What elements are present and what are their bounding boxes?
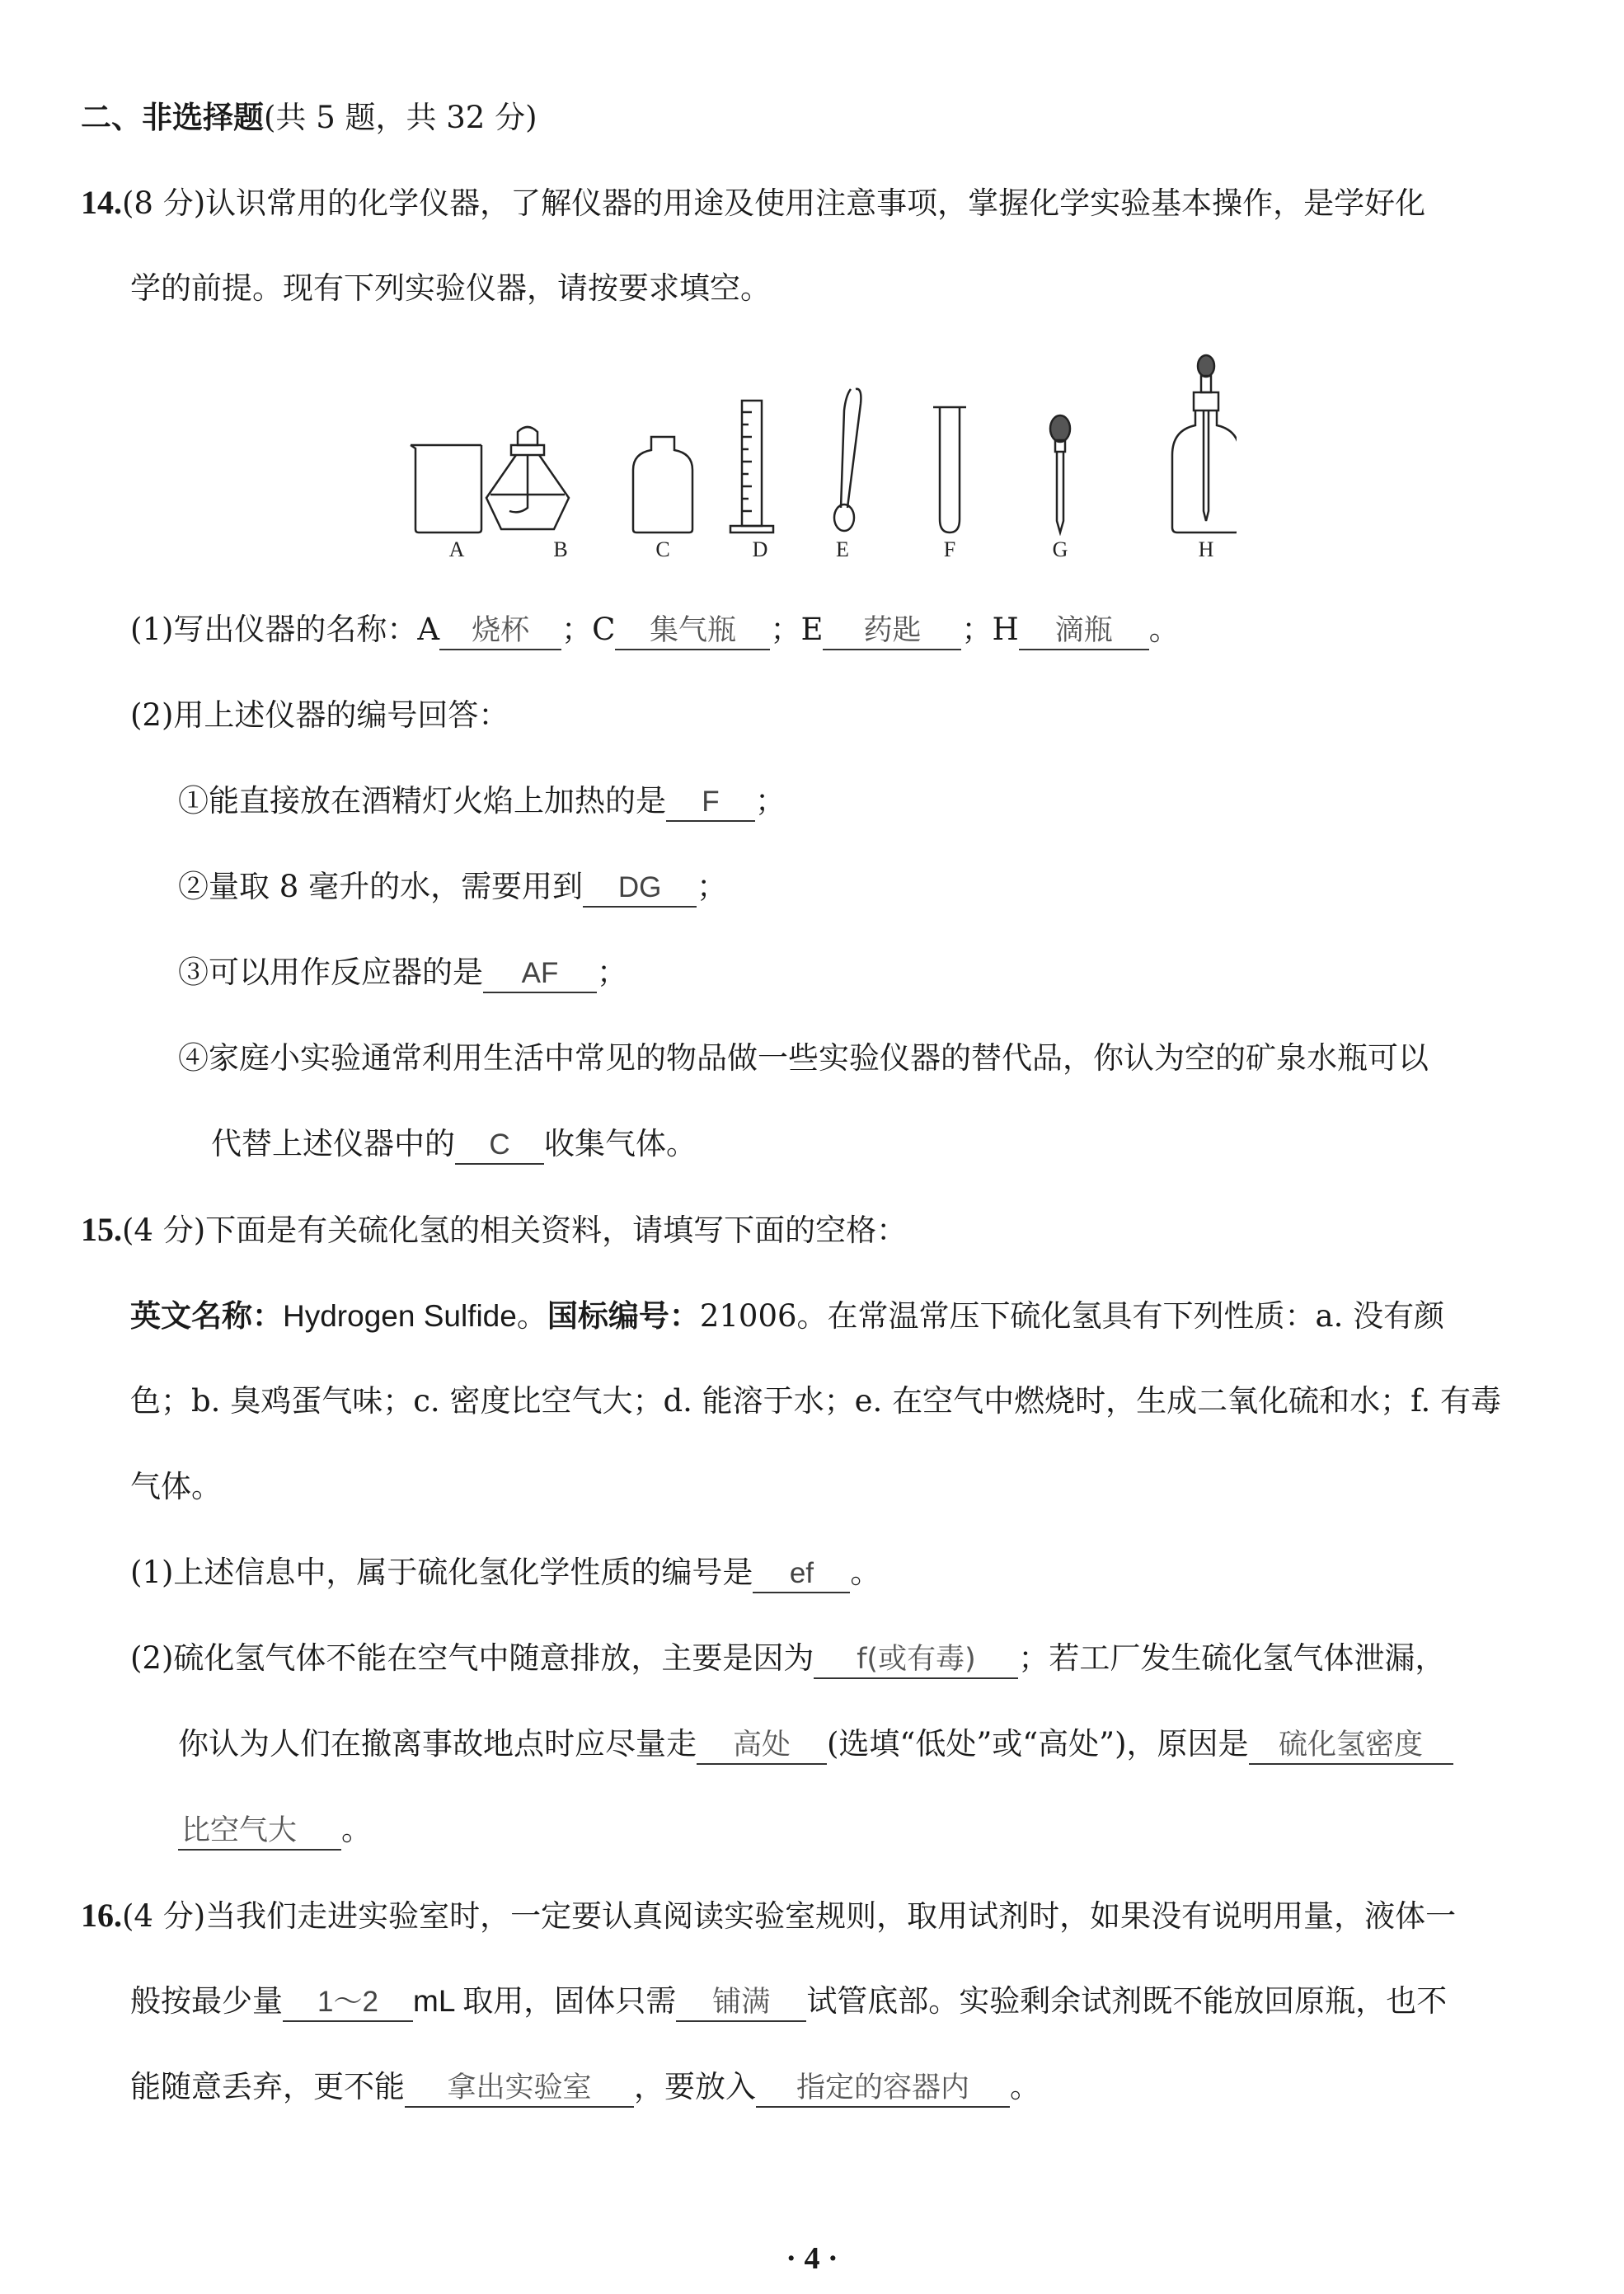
answer-A: 烧杯 — [439, 612, 561, 650]
answer-q16-liquid: 1～2 — [283, 1984, 413, 2022]
q15-code-value: 21006。在常温常压下硫化氢具有下列性质：a. 没有颜 — [699, 1298, 1445, 1334]
answer-q15-p2: f(或有毒) — [814, 1641, 1018, 1679]
q16-number: 16. — [81, 1897, 122, 1934]
q14-sub3 — [178, 953, 627, 993]
answer-q15-reason-cont: 比空气大 — [178, 1813, 341, 1851]
q14-s2-text: ②量取 8 毫升的水，需要用到 — [178, 869, 584, 904]
q15-part1 — [130, 1553, 880, 1593]
page-number: · 4 · — [786, 2241, 838, 2276]
label-H: H — [1198, 537, 1214, 561]
q14-p1-end: 。 — [1148, 612, 1180, 647]
q14-sub4b — [211, 1124, 697, 1165]
q15-p1-text: (1)上述信息中，属于硫化氢化学性质的编号是 — [130, 1555, 753, 1590]
answer-H: 滴瓶 — [1019, 612, 1149, 650]
q15-p2b-mid: (选填“低处”或“高处”)，原因是 — [827, 1726, 1249, 1762]
q15-en-label: 英文名称： — [130, 1297, 283, 1334]
q15-info3 — [130, 1467, 222, 1507]
q15-p2-text: (2)硫化氢气体不能在空气中随意排放，主要是因为 — [130, 1640, 814, 1676]
gas-bottle-drawing — [633, 437, 692, 532]
q16-score: (4 分) — [122, 1898, 206, 1934]
label-B: B — [553, 537, 568, 561]
alcohol-lamp-drawing — [486, 427, 569, 529]
label-A: A — [448, 537, 465, 561]
q14-s4-end: 收集气体。 — [544, 1126, 697, 1161]
answer-E: 药匙 — [823, 612, 961, 650]
q14-p1-c-prefix: ；C — [561, 612, 616, 647]
q16-l3-c: 。 — [1010, 2069, 1040, 2104]
q14-part2-title — [130, 696, 509, 735]
dropper-drawing — [1050, 415, 1070, 532]
q14-stem-line1 — [81, 183, 1425, 223]
section-note: (共 5 题，共 32 分) — [264, 100, 537, 135]
q15-info2 — [130, 1382, 1501, 1421]
dropping-bottle-drawing — [1172, 355, 1237, 532]
answer-q15-reason: 硫化氢密度 — [1249, 1727, 1453, 1765]
q16-l3-a: 能随意丢弃，更不能 — [130, 2069, 405, 2104]
q16-stem-text: 当我们走进实验室时，一定要认真阅读实验室规则，取用试剂时，如果没有说明用量，液体一 — [205, 1898, 1457, 1934]
q14-stem2: 学的前提。现有下列实验仪器，请按要求填空。 — [130, 270, 771, 306]
q15-info1 — [130, 1296, 1444, 1336]
spoon-drawing — [834, 389, 861, 531]
answer-s3: AF — [483, 955, 597, 993]
q14-stem1: 认识常用的化学仪器，了解仪器的用途及使用注意事项，掌握化学实验基本操作，是学好化 — [205, 185, 1426, 221]
q14-s4-text: ④家庭小实验通常利用生活中常见的物品做一些实验仪器的替代品，你认为空的矿泉水瓶可以 — [178, 1040, 1429, 1076]
q16-l2-c: 试管底部。实验剩余试剂既不能放回原瓶，也不 — [806, 1983, 1448, 2019]
answer-q16-container: 指定的容器内 — [756, 2070, 1010, 2108]
section-title: 二、非选择题 — [81, 99, 264, 135]
q14-score: (8 分) — [122, 185, 206, 221]
q16-line3 — [130, 2067, 1040, 2108]
answer-q15-route: 高处 — [697, 1727, 827, 1765]
q15-en-value: Hydrogen Sulfide。 — [283, 1299, 547, 1333]
q15-stem — [81, 1210, 907, 1250]
answer-C: 集气瓶 — [615, 612, 770, 650]
label-D: D — [752, 537, 768, 561]
q15-p2c-end: 。 — [341, 1812, 372, 1847]
apparatus-figure — [396, 346, 1237, 536]
q14-part1 — [130, 610, 1180, 650]
q16-l2-a: 般按最少量 — [130, 1983, 283, 2019]
q14-p1-prefix: (1)写出仪器的名称：A — [130, 612, 440, 647]
q15-number: 15. — [81, 1211, 122, 1248]
q15-part2c — [178, 1810, 372, 1851]
q15-p2-mid: ；若工厂发生硫化氢气体泄漏， — [1018, 1640, 1446, 1676]
q16-l3-b: ，要放入 — [634, 2069, 756, 2104]
q16-l2-b: mL 取用，固体只需 — [413, 1984, 677, 2018]
q14-s3-semi: ； — [597, 955, 627, 990]
q14-s1-semi: ； — [755, 783, 786, 819]
q14-s1-text: ①能直接放在酒精灯火焰上加热的是 — [178, 783, 666, 819]
q15-code-label: 国标编号： — [547, 1297, 700, 1334]
label-E: E — [836, 537, 849, 561]
q15-stem-text: 下面是有关硫化氢的相关资料，请填写下面的空格： — [205, 1213, 908, 1248]
q15-score: (4 分) — [122, 1213, 206, 1248]
q14-sub2 — [178, 867, 727, 908]
q15-p2b-text: 你认为人们在撤离事故地点时应尽量走 — [178, 1726, 697, 1762]
label-G: G — [1052, 537, 1068, 561]
q15-part2 — [130, 1639, 1445, 1679]
section-heading — [81, 97, 537, 138]
q15-p1-end: 。 — [850, 1555, 881, 1590]
q14-p2-title: (2)用上述仪器的编号回答： — [130, 697, 509, 733]
answer-q15-p1: ef — [753, 1555, 850, 1593]
test-tube-drawing — [933, 407, 966, 532]
answer-q16-solid: 铺满 — [676, 1984, 806, 2022]
q14-number: 14. — [81, 184, 122, 221]
label-C: C — [655, 537, 670, 561]
q14-s2-semi: ； — [697, 869, 728, 904]
q14-stem-line2 — [130, 269, 771, 308]
q14-s3-text: ③可以用作反应器的是 — [178, 955, 483, 990]
answer-s4: C — [455, 1127, 544, 1165]
q16-stem — [81, 1896, 1456, 1936]
cylinder-drawing — [730, 401, 773, 532]
q16-line2 — [130, 1982, 1447, 2022]
beaker-drawing — [411, 445, 481, 532]
answer-s2: DG — [583, 870, 697, 908]
q15-info3-text: 气体。 — [130, 1469, 222, 1504]
answer-q16-notallowed: 拿出实验室 — [405, 2070, 634, 2108]
q15-part2b — [178, 1724, 1453, 1765]
answer-s1: F — [666, 784, 755, 822]
q14-s4b-text: 代替上述仪器中的 — [211, 1126, 455, 1161]
label-F: F — [943, 537, 956, 561]
q14-sub1 — [178, 781, 786, 822]
q15-info2-text: 色；b. 臭鸡蛋气味；c. 密度比空气大；d. 能溶于水；e. 在空气中燃烧时，生成二氧化硫和水；f. 有毒 — [130, 1383, 1501, 1419]
q14-sub4 — [178, 1039, 1429, 1078]
q14-p1-h-prefix: ；H — [961, 612, 1019, 647]
q14-p1-e-prefix: ；E — [770, 612, 824, 647]
